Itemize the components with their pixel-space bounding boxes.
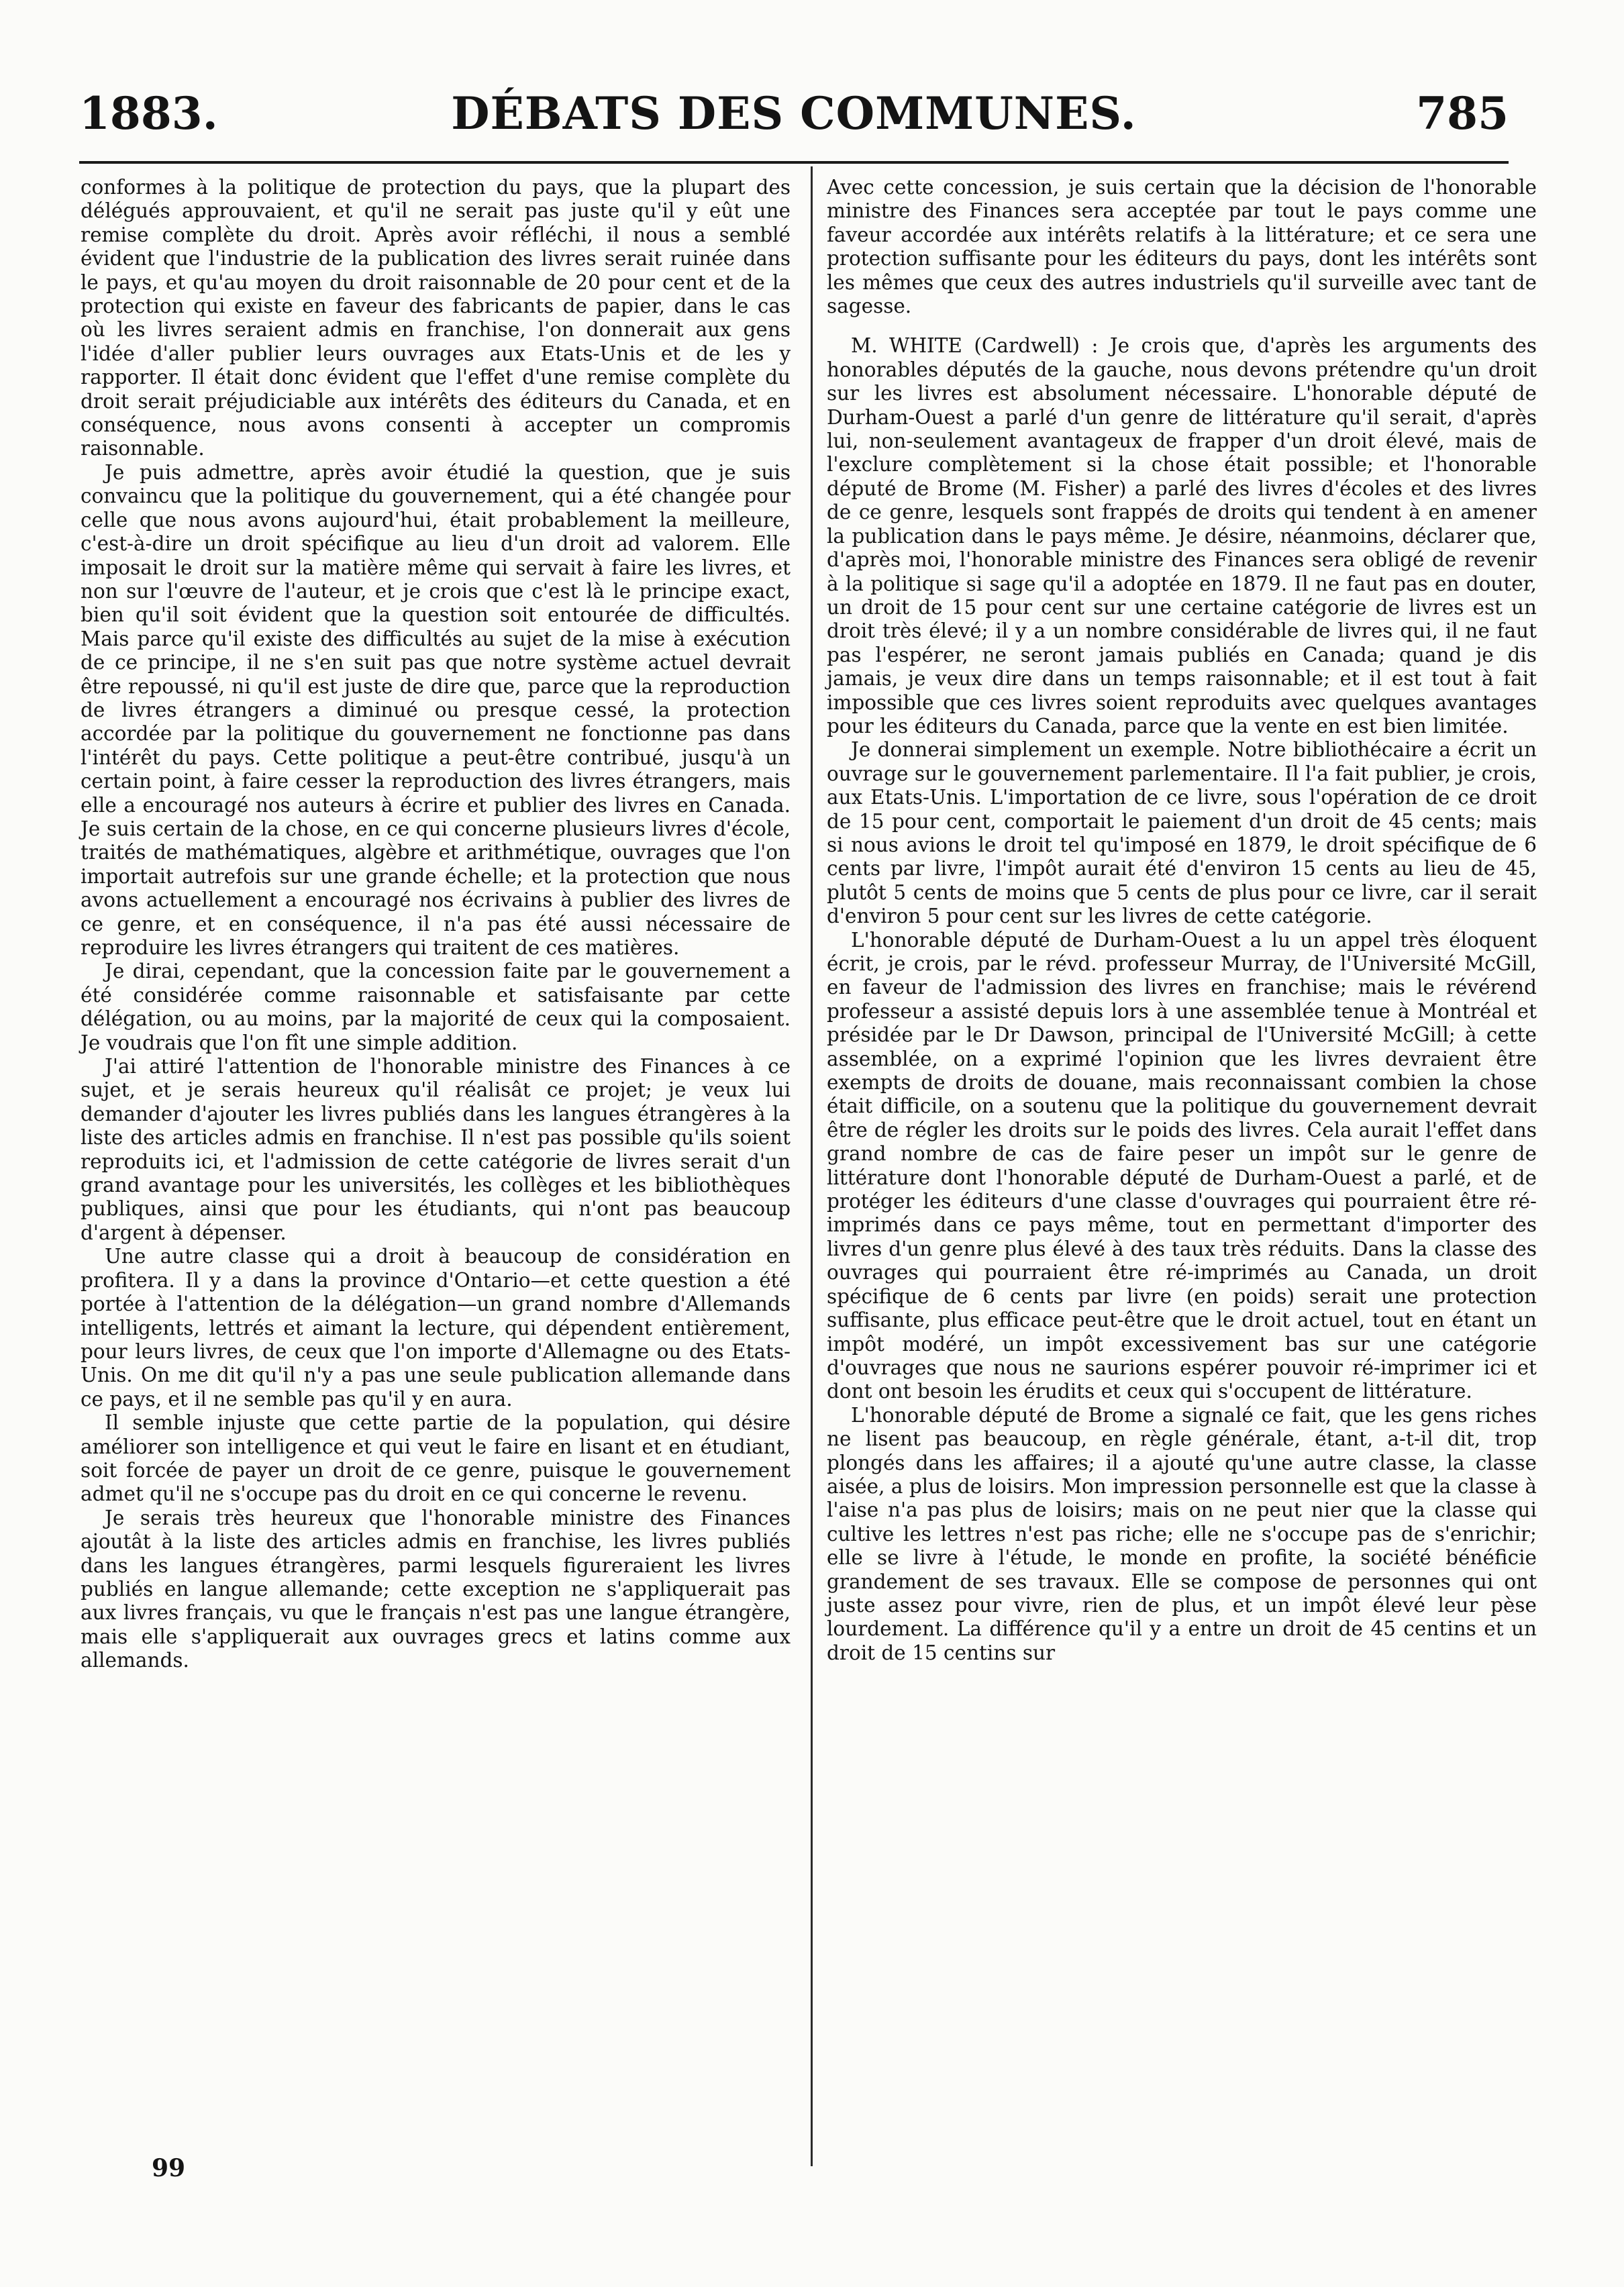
speaker-text: Je crois que, d'après les arguments des honorables députés de la gauche, nous devons prétendre qu'un droit sur les livres est absolument nécessaire. L'honorable député de Durham-Ouest a parlé d'un genre de littérature qu'il serait, d'après lui, non-seulement avantageux de frapper d'un droit élevé, mais de l'exclure complètement si la chose était possible; et l'honorable député de Brome (M. Fisher) a parlé des livres d'écoles et des livres de ce genre, lesquels sont frappés de droits qui tendent à en amener la publication dans le pays même. Je désire, néanmoins, déclarer que, d'après moi, l'honorable ministre des Finances sera obligé de revenir à la politique si sage qu'il a adoptée en 1879. Il ne faut pas en douter, un droit de 15 pour cent sur une certaine catégorie de livres est un droit très élevé; il y a un nombre considérable de livres qui, il ne faut pas l'espérer, ne seront jamais publiés en Canada; quand je dis jamais, je veux dire dans un temps raisonnable; et il est tout à fait impossible que ces livres soient reproduits avec quelques avantages pour les éditeurs du Canada, parce que la vente en est bien limitée.: [827, 334, 1537, 738]
paragraph: Une autre classe qui a droit à beaucoup de considération en profitera. Il y a dans la province d'Ontario—et cette question a été portée à l'attention de la délégation—un grand nombre d'Allemands intelligents, lettrés et aimant la lecture, qui dépendent entièrement, pour leurs livres, de ceux que l'on importe d'Allemagne ou des Etats-Unis. On me dit qu'il n'y a pas une seule publication allemande dans ce pays, et il ne semble pas qu'il y en aura.: [81, 1245, 791, 1411]
paragraph: Je puis admettre, après avoir étudié la question, que je suis convaincu que la politique du gouvernement, qui a été changée pour celle que nous avons aujourd'hui, était probablement la meilleure, c'est-à-dire un droit spécifique au lieu d'un droit ad valorem. Elle imposait le droit sur la matière même qui servait à faire les livres, et non sur l'œuvre de l'auteur, et je crois que c'est là le principe exact, bien qu'il soit évident que la question soit entourée de difficultés. Mais parce qu'il existe des difficultés au sujet de la mise à exécution de ce principe, il ne s'en suit pas que notre système actuel devrait être repoussé, ni qu'il est juste de dire que, parce que la reproduction de livres étrangers a diminué ou presque cessé, la protection accordée par la politique du gouvernement ne fonctionne pas dans l'intérêt du pays. Cette politique a peut-être contribué, jusqu'à un certain point, à faire cesser la reproduction des livres étrangers, mais elle a encouragé nos auteurs à écrire et publier des livres en Canada. Je suis certain de la chose, en ce qui concerne plusieurs livres d'école, traités de mathématiques, algèbre et arithmétique, ouvrages que l'on importait autrefois sur une grande échelle; et la protection que nous avons actuellement a encouragé nos écrivains à publier des livres de ce genre, et en conséquence, il n'a pas été aussi nécessaire de reproduire les livres étrangers qui traitent de ces matières.: [81, 460, 791, 959]
paragraph: L'honorable député de Durham-Ouest a lu un appel très éloquent écrit, je crois, par le révd. professeur Murray, de l'Université McGill, en faveur de l'admission des livres en franchise; mais le révérend professeur a assisté depuis lors à une assemblée tenue à Montréal et présidée par le Dr Dawson, principal de l'Université McGill; à cette assemblée, on a exprimé l'opinion que les livres devraient être exempts de droits de douane, mais reconnaissant combien la chose était difficile, on a soutenu que la politique du gouvernement devrait être de régler les droits sur le poids des livres. Cela aurait l'effet dans grand nombre de cas de faire peser un impôt sur le genre de littérature dont l'honorable député de Durham-Ouest a parlé, et de protéger les éditeurs d'une classe d'ouvrages qui pourraient être ré-imprimés dans ce pays même, tout en permettant d'importer des livres d'un genre plus élevé à des taux très réduits. Dans la classe des ouvrages qui pourraient être ré-imprimés au Canada, un droit spécifique de 6 cents par livre (en poids) serait une protection suffisante, plus efficace peut-être que le droit actuel, tout en étant un impôt modéré, un impôt excessivement bas sur une catégorie d'ouvrages que nous ne saurions espérer pouvoir ré-imprimer ici et dont ont besoin les érudits et ceux qui s'occupent de littérature.: [827, 928, 1537, 1403]
paragraph: L'honorable député de Brome a signalé ce fait, que les gens riches ne lisent pas beaucoup, en règle générale, étant, a-t-il dit, trop plongés dans les affaires; il a ajouté qu'une autre classe, la classe aisée, a plus de loisirs. Mon impression personnelle est que la classe à l'aise n'a pas plus de loisirs; mais on ne peut nier que la classe qui cultive les lettres n'est pas riche; elle ne s'occupe pas de s'enrichir; elle se livre à l'étude, le monde en profite, la société bénéficie grandement de ses travaux. Elle se compose de personnes qui ont juste assez pour vivre, rien de plus, et un impôt élevé leur pèse lourdement. La différence qu'il y a entre un droit de 45 centins et un droit de 15 centins sur: [827, 1403, 1537, 1664]
right-column: [827, 176, 1537, 1665]
column-divider: [811, 166, 813, 2166]
page-number: 785: [1416, 87, 1509, 140]
header-rule: [79, 161, 1509, 164]
speaker-name: M. WHITE (Cardwell) :: [851, 334, 1099, 358]
left-column: [81, 176, 791, 1673]
page-header: [79, 87, 1509, 152]
signature-mark: 99: [152, 2154, 186, 2182]
header-year: 1883.: [79, 87, 218, 140]
paragraph: conformes à la politique de protection du pays, que la plupart des délégués approuvaient, et qu'il ne serait pas juste qu'il y eût une remise complète du droit. Après avoir réfléchi, il nous a semblé évident que l'industrie de la publication des livres serait ruinée dans le pays, et qu'au moyen du droit raisonnable de 20 pour cent et de la protection qui existe en faveur des fabricants de papier, dans le cas où les livres seraient admis en franchise, l'on donnerait aux gens l'idée d'aller publier leurs ouvrages aux Etats-Unis et de les y rapporter. Il était donc évident que l'effet d'une remise complète du droit serait préjudiciable aux intérêts des éditeurs du Canada, et en conséquence, nous avons consenti à accepter un compromis raisonnable.: [81, 176, 791, 460]
paragraph: Je dirai, cependant, que la concession faite par le gouvernement a été considérée comme raisonnable et satisfaisante par cette délégation, ou au moins, par la majorité de ceux qui la composaient. Je voudrais que l'on fît une simple addition.: [81, 960, 791, 1054]
speaker-paragraph: [827, 334, 1537, 738]
paragraph: Je donnerai simplement un exemple. Notre bibliothécaire a écrit un ouvrage sur le gouvernement parlementaire. Il l'a fait publier, je crois, aux Etats-Unis. L'importation de ce livre, sous l'opération de ce droit de 15 pour cent, comportait le paiement d'un droit de 45 cents; mais si nous avions le droit tel qu'imposé en 1879, le droit spécifique de 6 cents par livre, l'impôt aurait été d'environ 15 cents au lieu de 45, plutôt 5 cents de moins que 5 cents de plus pour ce livre, car il serait d'environ 5 pour cent sur les livres de cette catégorie.: [827, 738, 1537, 928]
paragraph: Je serais très heureux que l'honorable ministre des Finances ajoutât à la liste des articles admis en franchise, les livres publiés dans les langues étrangères, parmi lesquels figureraient les livres publiés en langue allemande; cette exception ne s'appliquerait pas aux livres français, vu que le français n'est pas une langue étrangère, mais elle s'appliquerait aux ouvrages grecs et latins comme aux allemands.: [81, 1506, 791, 1672]
paragraph: Avec cette concession, je suis certain que la décision de l'honorable ministre des Finances sera acceptée par tout le pays comme une faveur accordée aux intérêts relatifs à la littérature; et ce sera une protection suffisante pour les éditeurs du pays, dont les intérêts sont les mêmes que ceux des autres industriels qu'il surveille avec tant de sagesse.: [827, 176, 1537, 318]
paragraph: J'ai attiré l'attention de l'honorable ministre des Finances à ce sujet, et je serais heureux qu'il réalisât ce projet; je veux lui demander d'ajouter les livres publiés dans les langues étrangères à la liste des articles admis en franchise. Il n'est pas possible qu'ils soient reproduits ici, et l'admission de cette catégorie de livres serait d'un grand avantage pour les universités, les collèges et les bibliothèques publiques, ainsi que pour les étudiants, qui n'ont pas beaucoup d'argent à dépenser.: [81, 1055, 791, 1244]
header-title: DÉBATS DES COMMUNES.: [451, 87, 1137, 140]
paragraph: Il semble injuste que cette partie de la population, qui désire améliorer son intelligence et qui veut le faire en lisant et en étudiant, soit forcée de payer un droit de ce genre, puisque le gouvernement admet qu'il ne s'occupe pas du droit en ce qui concerne le revenu.: [81, 1411, 791, 1506]
